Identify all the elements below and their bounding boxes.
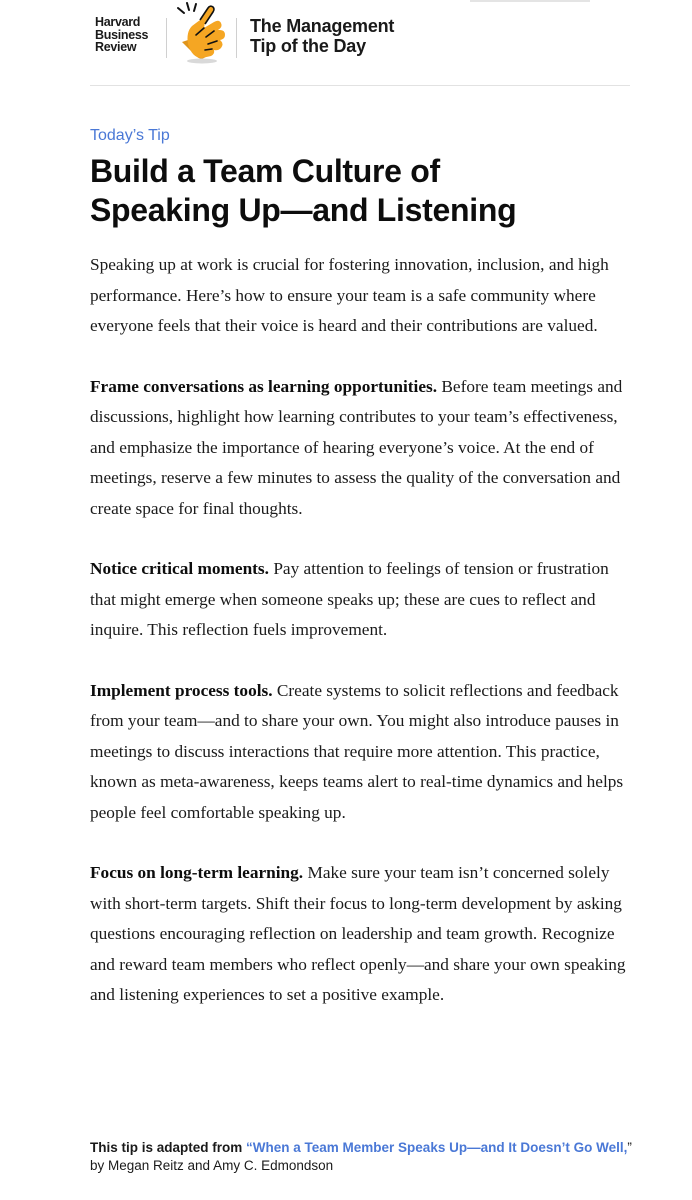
- tip-section-body: Pay attention to feelings of tension or frustration that might emerge when someone speaks up; these are cues to reflect and inquire. This reflection fuels improvement.: [90, 559, 609, 639]
- tip-headline-line-2: Speaking Up—and Listening: [90, 192, 517, 228]
- newsletter-header: [90, 0, 630, 86]
- hbr-logo[interactable]: [95, 16, 148, 54]
- tip-section-heading: Notice critical moments.: [90, 559, 269, 578]
- attribution-authors: by Megan Reitz and Amy C. Edmondson: [90, 1157, 334, 1173]
- tip-section: [90, 372, 638, 525]
- tip-headline-line-1: Build a Team Culture of: [90, 153, 440, 189]
- pointing-hand-icon: [174, 2, 230, 64]
- tip-intro: Speaking up at work is crucial for fostering innovation, inclusion, and high performance. Here’s how to ensure your team is a safe community where everyone feels that their voice is heard and their contributions are valued.: [90, 255, 609, 335]
- tip-headline[interactable]: [90, 152, 638, 230]
- tip-section: [90, 676, 638, 829]
- attribution-lead: This tip is adapted from: [90, 1140, 247, 1155]
- hbr-logo-line-3: Review: [95, 40, 137, 54]
- tip-section-body: Create systems to solicit reflections and feedback from your team—and to share your own. You might also introduce pauses in meetings to discuss interactions that require more attention. This practice, known as meta-awareness, keeps teams alert to real-time dynamics and helps people feel comfortable speaking up.: [90, 680, 624, 822]
- tip-section-body: Make sure your team isn’t concerned solely with short-term targets. Shift their focus to long-term development by asking questions encouraging reflection on leadership and team growth. Recognize and reward team members who reflect openly—and share your own speaking and listening experiences to set a positive example.: [90, 863, 626, 1004]
- header-divider-right: [236, 18, 237, 58]
- newsletter-title-line-1: The Management: [250, 16, 395, 36]
- tip-section: [90, 858, 638, 1011]
- hbr-logo-line-2: Business: [95, 27, 149, 42]
- newsletter-title-line-2: Tip of the Day: [250, 36, 366, 56]
- tip-content: [90, 126, 638, 1041]
- source-article-link[interactable]: “When a Team Member Speaks Up—and It Doesn’t Go Well,: [246, 1140, 628, 1155]
- tip-attribution: [90, 1139, 638, 1174]
- tip-section-heading: Frame conversations as learning opportunities.: [90, 376, 438, 396]
- tip-kicker: Today’s Tip: [90, 127, 170, 144]
- newsletter-title: [250, 16, 394, 56]
- tip-section: [90, 554, 638, 646]
- hbr-logo-line-1: Harvard: [95, 15, 141, 29]
- header-divider-left: [166, 18, 167, 58]
- attribution-closing-quote: ”: [627, 1140, 632, 1155]
- tip-section-body: Before team meetings and discussions, highlight how learning contributes to your team’s effectiveness, and emphasize the importance of hearing everyone’s voice. At the end of meetings, reserve a few minutes to assess the quality of the conversation and create space for final thoughts.: [90, 376, 623, 518]
- tip-section-heading: Implement process tools.: [90, 680, 273, 700]
- tip-section-heading: Focus on long-term learning.: [90, 863, 304, 882]
